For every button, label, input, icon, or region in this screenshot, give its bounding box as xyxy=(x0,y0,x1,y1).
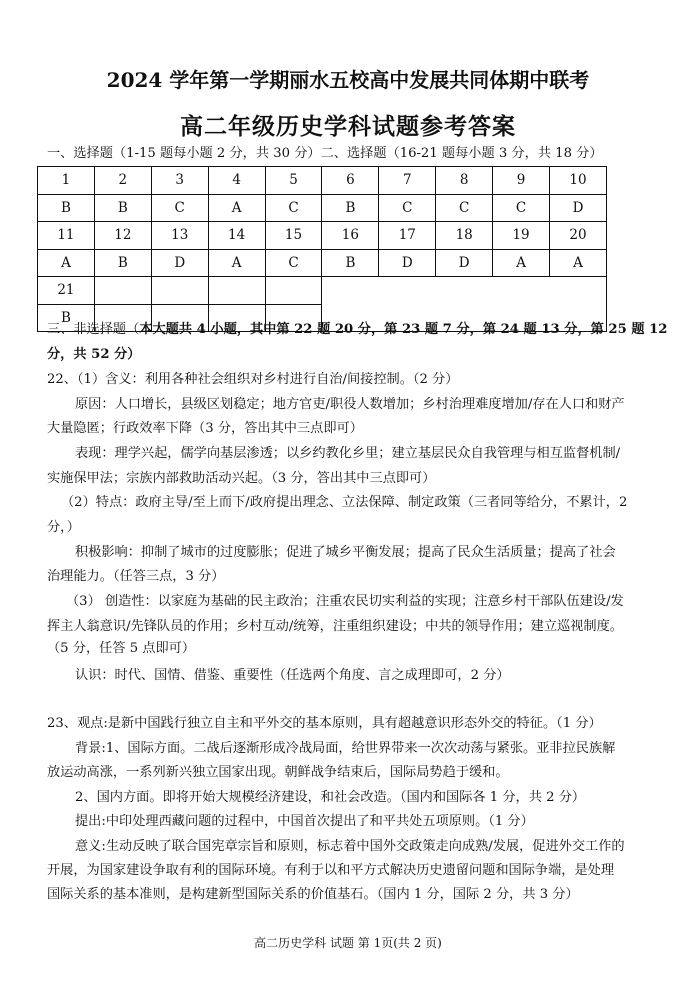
question-number-cell: 1 xyxy=(38,167,95,195)
answer-cell: D xyxy=(151,249,208,277)
q22-line: （3） 创造性：以家庭为基础的民主政治；注重农民切实利益的实现；注意乡村干部队伍建设/发 xyxy=(66,594,624,609)
answer-cell: A xyxy=(208,249,265,277)
q22-line: 原因：人口增长，县级区划稳定；地方官吏/职役人数增加；乡村治理难度增加/存在人口和财产 xyxy=(75,397,625,412)
answer-cell: A xyxy=(208,194,265,222)
answer-cell: C xyxy=(493,194,550,222)
question-number-cell: 3 xyxy=(151,167,208,195)
empty-cell xyxy=(151,277,208,305)
answer-cell: D xyxy=(379,249,436,277)
answer-cell: B xyxy=(94,194,151,222)
question-number-cell: 12 xyxy=(94,222,151,250)
q22-line: （5 分，任答 5 点即可） xyxy=(47,641,196,656)
question-number-cell: 13 xyxy=(151,222,208,250)
table-row xyxy=(38,277,607,305)
q23-line: 2、国内方面。即将开始大规模经济建设，和社会改造。（国内和国际各 1 分，共 2 分） xyxy=(75,790,586,805)
q22-line: （2）特点：政府主导/至上而下/政府提出理念、立法保障、制定政策（三者同等给分，不累计，2 xyxy=(61,495,628,510)
question-number-cell: 15 xyxy=(265,222,322,250)
answer-cell: A xyxy=(38,249,95,277)
table-row xyxy=(38,222,607,250)
question-number-cell: 17 xyxy=(379,222,436,250)
q22-line: 实施保甲法；宗族内部救助活动兴起。（3 分，答出其中三点即可） xyxy=(47,471,436,486)
question-number-cell: 9 xyxy=(493,167,550,195)
answer-table xyxy=(37,166,607,332)
empty-cell xyxy=(208,277,265,305)
answer-cell: B xyxy=(38,194,95,222)
non-choice-heading-cont xyxy=(0,347,696,363)
non-choice-heading xyxy=(0,322,696,338)
q22-line: 治理能力。（任答三点，3 分） xyxy=(47,569,225,584)
q23-line: 背景:1、国际方面。二战后逐渐形成冷战局面，给世界带来一次次动荡与紧张。亚非拉民族解 xyxy=(75,741,616,756)
table-row xyxy=(38,194,607,222)
q22-line: 认识：时代、国情、借鉴、重要性（任选两个角度、言之成理即可，2 分） xyxy=(75,668,510,683)
exam-title: 2024 学年第一学期丽水五校高中发展共同体期中联考 xyxy=(106,68,590,92)
question-number-cell: 16 xyxy=(322,222,379,250)
heading-prefix: 三、非选择题（ xyxy=(47,322,140,337)
question-number-cell: 5 xyxy=(265,167,322,195)
question-number-cell: 19 xyxy=(493,222,550,250)
question-number-cell: 6 xyxy=(322,167,379,195)
question-number-cell: 14 xyxy=(208,222,265,250)
answer-cell: C xyxy=(265,194,322,222)
answer-cell: A xyxy=(550,249,607,277)
choice-section-heading: 一、选择题（1-15 题每小题 2 分，共 30 分）二、选择题（16-21 题每小题 3 分，共 18 分） xyxy=(47,146,603,161)
page-footer: 高二历史学科 试题 第 1页(共 2 页) xyxy=(254,936,442,950)
q22-line: 分，） xyxy=(47,520,80,535)
empty-cell xyxy=(94,277,151,305)
answer-cell: C xyxy=(379,194,436,222)
heading-bold-text: 分，共 52 分） xyxy=(47,347,141,362)
answer-cell: B xyxy=(322,194,379,222)
question-number-cell: 10 xyxy=(550,167,607,195)
answer-cell: B xyxy=(322,249,379,277)
answer-cell: C xyxy=(436,194,493,222)
question-number-cell: 4 xyxy=(208,167,265,195)
q23-line: 放运动高涨，一系列新兴独立国家出现。朝鲜战争结束后，国际局势趋于缓和。 xyxy=(47,765,509,780)
question-number-cell: 11 xyxy=(38,222,95,250)
q22-line: 22、（1）含义：利用各种社会组织对乡村进行自治/间接控制。（2 分） xyxy=(47,372,459,387)
answer-cell: D xyxy=(550,194,607,222)
question-number-cell: 7 xyxy=(379,167,436,195)
heading-bold-text: 本大题共 4 小题，其中第 22 题 20 分，第 23 题 7 分，第 24 题 13 分，第 25 题 12 xyxy=(139,322,668,337)
q23-line: 开展，为国家建设争取有利的国际环境。有利于以和平方式解决历史遗留问题和国际争端，是处理 xyxy=(47,863,615,878)
q22-line: 表现：理学兴起，儒学向基层渗透；以乡约教化乡里；建立基层民众自我管理与相互监督机制/ xyxy=(75,446,621,461)
question-number-cell: 20 xyxy=(550,222,607,250)
question-number-cell: 2 xyxy=(94,167,151,195)
q23-line: 意义:生动反映了联合国宪章宗旨和原则，标志着中国外交政策走向成熟/发展，促进外交工作的 xyxy=(75,839,625,854)
answer-cell: D xyxy=(436,249,493,277)
question-number-cell: 8 xyxy=(436,167,493,195)
answer-cell: B xyxy=(38,304,95,332)
table-row xyxy=(38,167,607,195)
answer-key-title: 高二年级历史学科试题参考答案 xyxy=(180,113,516,140)
q23-line: 国际关系的基本准则，是构建新型国际关系的价值基石。（国内 1 分，国际 2 分，共 3 分） xyxy=(47,887,579,902)
q22-line: 挥主人翁意识/先锋队员的作用；乡村互动/统筹，注重组织建设；中共的领导作用；建立巡视制度。 xyxy=(47,619,623,634)
question-number-cell: 18 xyxy=(436,222,493,250)
q22-line: 大量隐匿；行政效率下降（3 分，答出其中三点即可） xyxy=(47,421,363,436)
q23-line: 提出:中印处理西藏问题的过程中，中国首次提出了和平共处五项原则。（1 分） xyxy=(75,814,534,829)
empty-cell xyxy=(265,277,322,305)
question-number-cell: 21 xyxy=(38,277,95,305)
answer-cell: C xyxy=(265,249,322,277)
answer-cell: B xyxy=(94,249,151,277)
q22-line: 积极影响：抑制了城市的过度膨胀；促进了城乡平衡发展；提高了民众生活质量；提高了社会 xyxy=(75,545,616,560)
answer-cell: C xyxy=(151,194,208,222)
table-row xyxy=(38,249,607,277)
q23-line: 23、观点:是新中国践行独立自主和平外交的基本原则，具有超越意识形态外交的特征。（1 分） xyxy=(47,716,602,731)
answer-cell: A xyxy=(493,249,550,277)
